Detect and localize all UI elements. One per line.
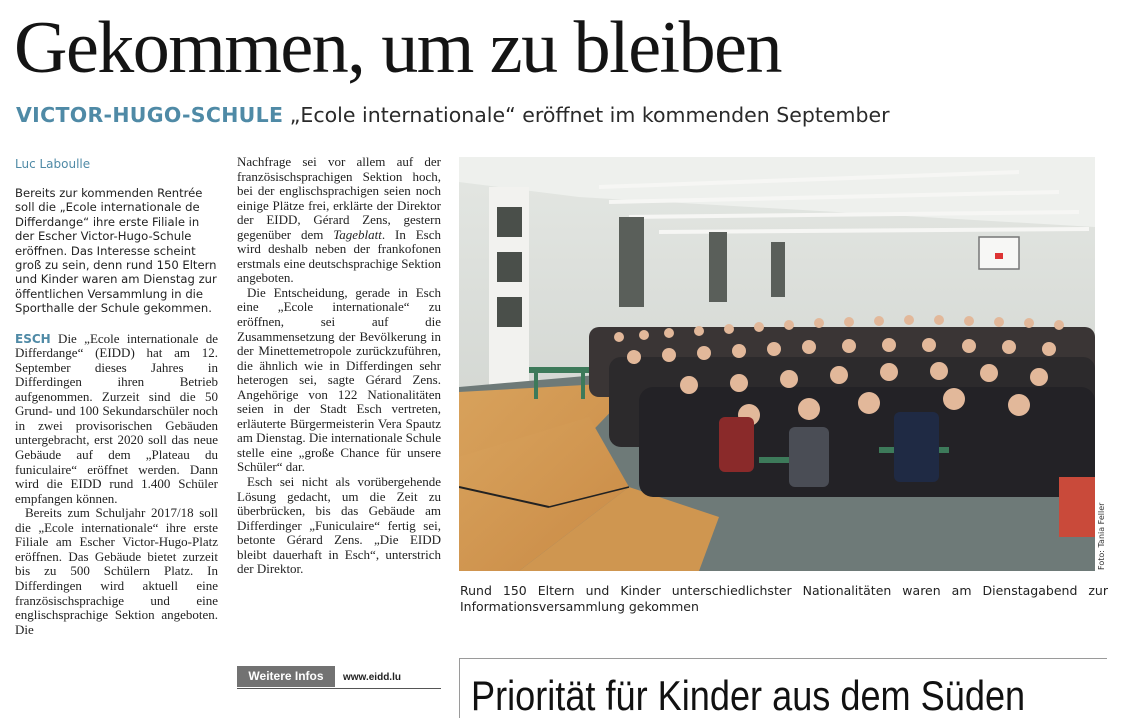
info-label: Weitere Infos	[237, 666, 335, 687]
article-photo	[459, 157, 1095, 571]
next-article-headline: Priorität für Kinder aus dem Süden	[471, 672, 1026, 719]
gym-audience-photo	[459, 157, 1095, 571]
body-text: . In Esch wird deshalb neben der frankofonen erstmals eine deutschsprachige Sektion angeboten.	[237, 226, 441, 286]
dateline: ESCH	[15, 331, 51, 346]
article-subtitle: „Ecole internationale“ eröffnet im kommenden September	[289, 103, 890, 127]
body-paragraph: Esch sei nicht als vorübergehende Lösung gedacht, um die Zeit zu überbrücken, bis das Gebäude am Differdinger „Funiculaire“ fertig sei, betonte Gérard Zens. „Die EIDD bleibt dauerhaft in Esch“, unterstrich der Direktor.	[237, 474, 441, 577]
body-paragraph	[15, 332, 218, 507]
author-byline: Luc Laboulle	[15, 157, 91, 171]
article-divider	[459, 658, 1107, 659]
kicker-label: VICTOR-HUGO-SCHULE	[16, 103, 284, 127]
body-paragraph: Die Entscheidung, gerade in Esch eine „Ecole internationale“ zu eröffnen, sei auf die Zusammensetzung der Bevölkerung in der Minettemetropole zurückzuführen, die ähnlich wie in Differdingen sehr heterogen sei, sagte Gérard Zens. Angehörige von 122 Nationalitäten seien in der Stadt Esch vertreten, erläuterte Bürgermeisterin Vera Spautz am Dienstag. Die internationale Schule stelle eine „große Chance für unsere Schüler“ dar.	[237, 284, 441, 475]
text-column-2	[237, 155, 441, 577]
subheadline	[16, 101, 1116, 129]
photo-caption: Rund 150 Eltern und Kinder unterschiedlichster Nationalitäten waren am Dienstagabend zur Informationsversammlung gekommen	[460, 583, 1108, 614]
photo-credit: Foto: Tania Feller	[1097, 502, 1106, 570]
newspaper-name: Tageblatt	[333, 226, 382, 242]
info-link[interactable]: www.eidd.lu	[343, 672, 401, 683]
body-text: Die „Ecole internationale de Differdange“ (EIDD) hat am 12. September dieses Jahres in Differdingen ihren Betrieb aufgenommen. Zurzeit sind die 50 Grund- und 100 Sekundarschüler noch in zwei provisorischen Gebäuden untergebracht, erst 2020 soll das neue Gebäude auf dem „Plateau du funiculaire“ eröffnet werden. Dann wird die EIDD rund 1.400 Schüler empfangen können.	[15, 330, 218, 506]
article-headline: Gekommen, um zu bleiben	[14, 7, 781, 89]
article-divider-vertical	[459, 658, 460, 718]
body-text: Nachfrage sei vor allem auf der französischsprachigen Sektion hoch, bei der englischsprachigen seien noch einige Plätze frei, erklärte der Direktor der EIDD, Gérard Zens, gestern gegenüber dem	[237, 154, 441, 242]
article-intro: Bereits zur kommenden Rentrée soll die „Ecole internationale de Differdange“ ihre erste Filiale in der Escher Victor-Hugo-Schule eröffnen. Das Interesse scheint groß zu sein, denn rund 150 Eltern und Kinder waren am Dienstag zur öffentlichen Versammlung in die Sporthalle der Schule gekommen.	[15, 186, 217, 316]
body-paragraph: Bereits zum Schuljahr 2017/18 soll die „Ecole internationale“ ihre erste Filiale am Escher Victor-Hugo-Platz eröffnen. Das Gebäude bietet zurzeit bis zu 500 Schülern Platz. In Differdingen wird aktuell eine französischsprachige und eine englischsprachige Sektion angeboten. Die	[15, 505, 218, 637]
body-paragraph	[237, 155, 441, 286]
text-column-1	[15, 156, 218, 637]
info-box	[237, 666, 441, 689]
